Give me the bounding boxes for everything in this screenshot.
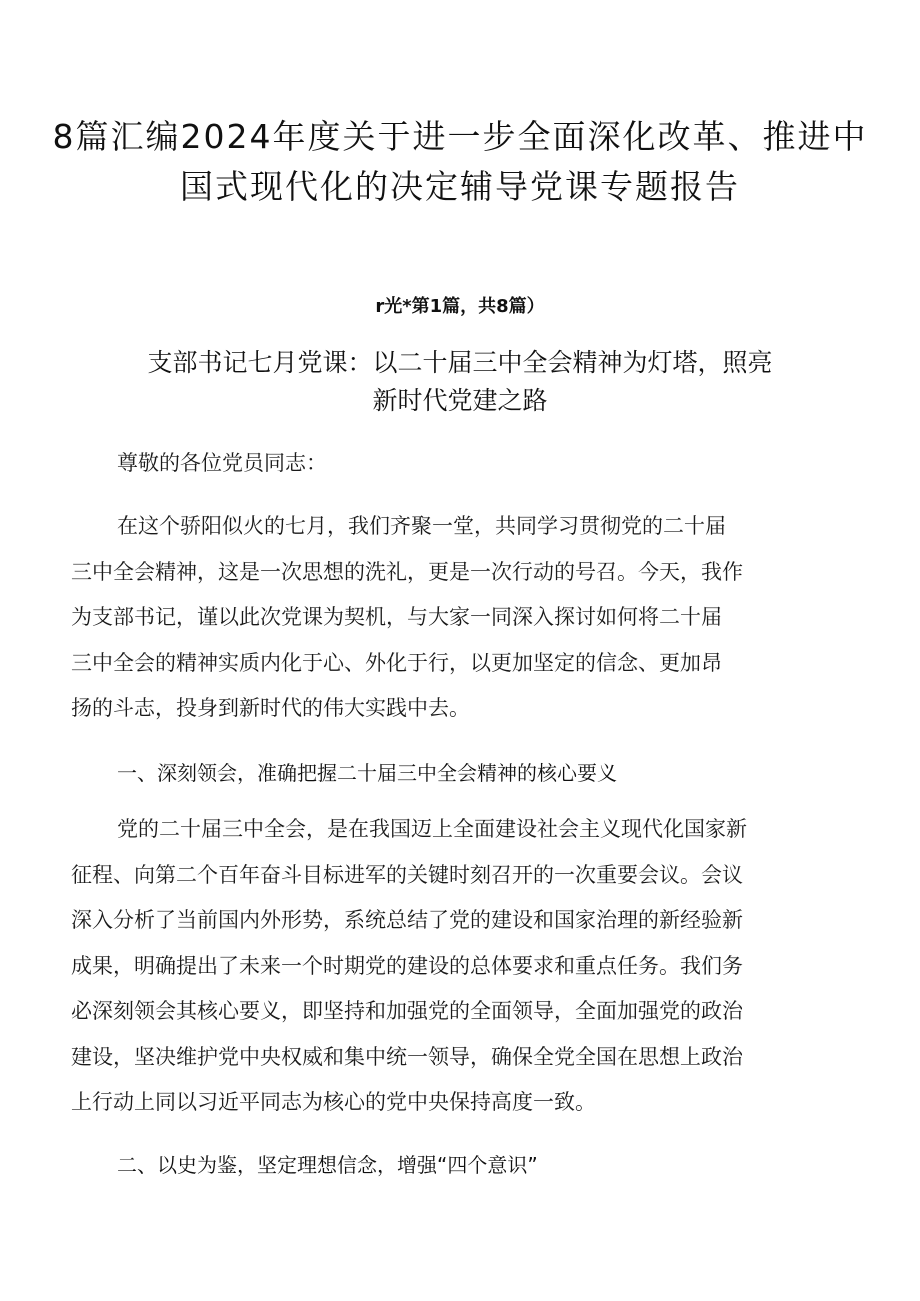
paragraph-line: 三中全会精神，这是一次思想的洗礼，更是一次行动的号召。今天，我作 [71,559,743,584]
part-label: r光*第1篇，共8篇） [375,296,545,317]
paragraph-line: 成果，明确提出了未来一个时期党的建设的总体要求和重点任务。我们务 [71,953,743,978]
paragraph-line: 上行动上同以习近平同志为核心的党中央保持高度一致。 [71,1090,596,1114]
title-line: 8篇汇编2024年度关于进一步全面深化改革、推进中 [52,117,868,156]
paragraph-line: 党的二十届三中全会，是在我国迈上全面建设社会主义现代化国家新 [117,817,747,841]
article-title [60,344,860,420]
paragraph-line: 三中全会的精神实质内化于心、外化于行，以更加坚定的信念、更加昂 [71,650,722,675]
section-heading-1: 一、深刻领会，准确把握二十届三中全会精神的核心要义 [117,761,617,785]
paragraph-line: 建设，坚决维护党中央权威和集中统一领导，确保全党全国在思想上政治 [71,1044,743,1069]
article-title-line: 支部书记七月党课：以二十届三中全会精神为灯塔，照亮 [147,348,773,377]
article-title-line: 新时代党建之路 [372,386,548,415]
document-title [40,112,880,212]
paragraph-line: 为支部书记，谨以此次党课为契机，与大家一同深入探讨如何将二十届 [71,605,722,629]
paragraph-line: 必深刻领会其核心要义，即坚持和加强党的全面领导，全面加强党的政治 [71,999,743,1023]
paragraph-line: 在这个骄阳似火的七月，我们齐聚一堂，共同学习贯彻党的二十届 [117,514,726,538]
title-line: 国式现代化的决定辅导党课专题报告 [180,167,740,206]
paragraph-line: 深入分析了当前国内外形势，系统总结了党的建设和国家治理的新经验新 [71,908,743,932]
greeting: 尊敬的各位党员同志： [117,451,327,475]
paragraph-section-1 [71,807,861,1126]
paragraph-line: 扬的斗志，投身到新时代的伟大实践中去。 [71,696,470,720]
paragraph-intro [71,504,861,732]
section-heading-2: 二、以史为鉴，坚定理想信念，增强“四个意识” [117,1153,538,1177]
paragraph-line: 征程、向第二个百年奋斗目标进军的关键时刻召开的一次重要会议。会议 [71,862,743,887]
